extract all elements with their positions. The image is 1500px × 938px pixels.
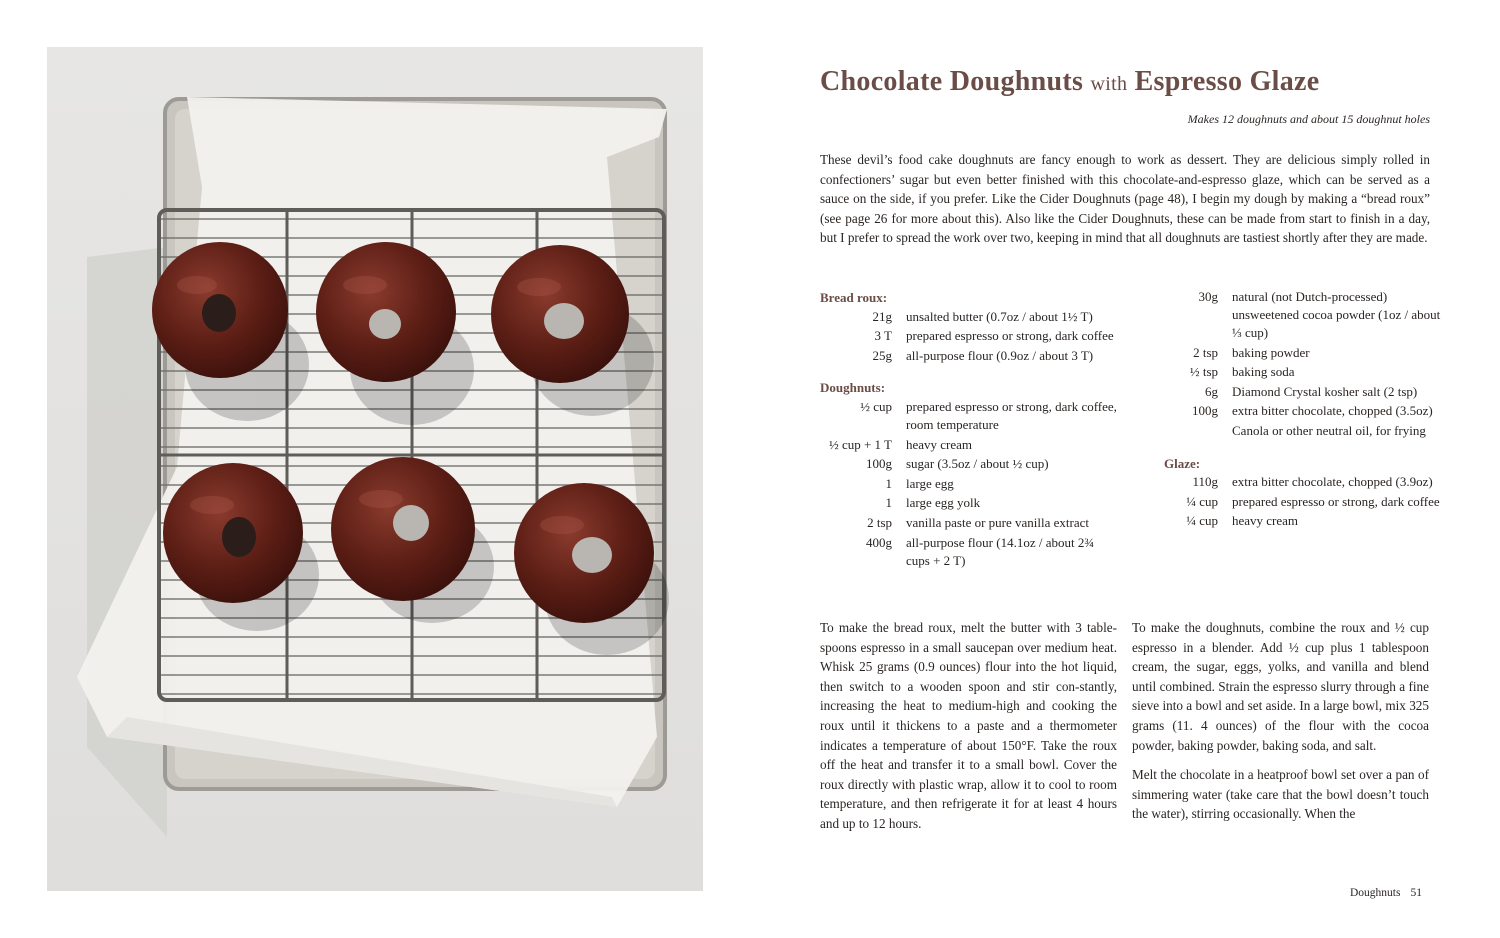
ingredient-desc: prepared espresso or strong, dark coffee, room temperature (906, 398, 1117, 432)
doughnut (514, 483, 654, 623)
ingredient-desc: prepared espresso or strong, dark coffee (1232, 493, 1440, 509)
ingredient-desc: large egg (906, 475, 954, 491)
ingredient-qty (1132, 422, 1218, 440)
doughnut (316, 242, 456, 382)
method-paragraph: Melt the chocolate in a heatproof bowl set over a pan of simmering water (take care that the bowl doesn’t touch the water), stirring occasionally. When the (1132, 767, 1429, 822)
doughnut (491, 245, 629, 383)
ingredient-row (1132, 288, 1441, 342)
ingredient-qty: 30g (1198, 289, 1218, 304)
ingredient-qty: 400g (866, 534, 892, 550)
recipe-title (820, 66, 1319, 98)
ingredient-desc: sugar (3.5oz / about ½ cup) (906, 456, 1049, 472)
ingredient-qty: 100g (866, 456, 892, 472)
section-label-glaze: Glaze: (1164, 455, 1201, 471)
ingredient-desc: all-purpose flour (14.1oz / about 2¾ cups + 2 T) (906, 534, 1095, 568)
ingredients-column-right (1132, 288, 1441, 532)
ingredient-desc: baking soda (1232, 364, 1295, 380)
ingredient-desc: heavy cream (906, 436, 973, 452)
ingredient-desc: baking powder (1232, 344, 1310, 360)
ingredient-row (820, 455, 1120, 473)
footer-section: Doughnuts (1350, 887, 1401, 899)
ingredients-column-left (820, 288, 1120, 571)
ingredient-row (1132, 383, 1432, 401)
method-paragraph: To make the doughnuts, combine the roux and ½ cup espresso in a blender. Add ½ cup plus 1 tablespoon cream, the sugar, eggs, yolks, and vanilla and blend until combined. Strain the espresso slurry through a fine sieve into a bowl and set aside. In a large bowl, mix 325 grams (11. 4 ounces) of the flour with the cocoa powder, baking powder, baking soda, and salt. (1132, 620, 1429, 753)
ingredient-row (820, 436, 1120, 454)
ingredient-desc: prepared espresso or strong, dark coffee (906, 328, 1114, 344)
ingredient-desc: extra bitter chocolate, chopped (3.5oz) (1232, 403, 1433, 419)
page-number: 51 (1410, 887, 1422, 899)
ingredient-qty: 110g (1192, 474, 1218, 490)
ingredient-desc: unsalted butter (0.7oz / about 1½ T) (906, 308, 1093, 324)
doughnuts-on-rack-illustration (47, 47, 703, 891)
ingredient-desc: heavy cream (1232, 513, 1299, 529)
ingredient-qty: 2 tsp (1193, 344, 1218, 360)
ingredient-desc: Canola or other neutral oil, for frying (1232, 422, 1426, 438)
ingredient-desc: extra bitter chocolate, chopped (3.9oz) (1232, 474, 1433, 490)
ingredient-row (1132, 402, 1432, 420)
doughnut (163, 463, 303, 603)
method-column-left (820, 618, 1117, 844)
method-column-right (1132, 618, 1429, 834)
ingredient-row (820, 308, 1120, 326)
ingredient-row (820, 514, 1120, 532)
ingredient-row (1132, 473, 1432, 491)
ingredient-qty: ¼ cup (1186, 513, 1218, 529)
ingredient-qty: ½ tsp (1189, 364, 1218, 380)
ingredient-desc: all-purpose flour (0.9oz / about 3 T) (906, 347, 1094, 363)
ingredient-qty: 100g (1192, 403, 1218, 419)
title-main: Chocolate Doughnuts (820, 66, 1084, 97)
title-connector: with (1090, 73, 1128, 95)
recipe-yield: Makes 12 doughnuts and about 15 doughnut holes (1187, 112, 1430, 126)
page-footer (1350, 887, 1432, 899)
doughnut (152, 242, 288, 378)
ingredient-qty: 25g (872, 347, 892, 363)
ingredient-row (820, 475, 1120, 493)
ingredient-desc: large egg yolk (906, 495, 981, 511)
ingredient-row (820, 398, 1120, 434)
ingredient-desc: vanilla paste or pure vanilla extract (906, 514, 1090, 530)
ingredient-desc: Diamond Crystal kosher salt (2 tsp) (1232, 383, 1418, 399)
ingredient-qty: 6g (1205, 383, 1218, 399)
ingredient-qty: 21g (872, 308, 892, 324)
ingredient-row (1132, 422, 1432, 440)
ingredient-row (820, 327, 1120, 345)
ingredient-qty: 2 tsp (867, 514, 892, 530)
method-paragraph: To make the bread roux, melt the butter with 3 table-spoons espresso in a small saucepan over medium heat. Whisk 25 grams (0.9 ounces) flour into the hot liquid, then switch to a wooden spoon and stir con-stantly, increasing the heat to medium-high and cooking the roux until it thickens to a paste and a thermometer indicates a temperature of about 150°F. Take the roux off the heat and transfer it to a small bowl. Cover the roux directly with plastic wrap, allow it to cool to room temperature, and then refrigerate it for at least 4 hours and up to 12 hours. (820, 620, 1117, 831)
ingredient-row (820, 494, 1120, 512)
ingredient-qty: 1 (885, 475, 892, 491)
ingredient-row (1132, 344, 1432, 362)
recipe-photo (47, 47, 703, 891)
ingredient-row (1132, 493, 1440, 511)
ingredient-row (820, 534, 1120, 570)
ingredient-qty: 1 (885, 495, 892, 511)
ingredient-qty: ¼ cup (1186, 493, 1218, 509)
ingredient-desc: natural (not Dutch-processed) unsweetened cocoa powder (1oz / about ⅓ cup) (1232, 289, 1441, 340)
ingredient-qty: ½ cup (860, 398, 892, 414)
ingredient-qty: ½ cup + 1 T (828, 436, 892, 452)
recipe-page (820, 60, 1441, 910)
title-rest: Espresso Glaze (1134, 66, 1320, 97)
doughnut (331, 457, 475, 601)
ingredient-qty: 3 T (874, 328, 892, 344)
recipe-intro: These devil’s food cake doughnuts are fancy enough to work as dessert. They are delicious simply rolled in confectioners’ sugar but even better finished with this chocolate-and-espresso glaze, which can be served as a sauce on the side, if you prefer. Like the Cider Doughnuts (page 48), I begin my dough by making a “bread roux” (see page 26 for more about this). Also like the Cider Doughnuts, these can be made from start to finish in a day, but I prefer to spread the work over two, keeping in mind that all doughnuts are tastiest shortly after they are made. (820, 152, 1430, 246)
ingredient-row (1132, 512, 1432, 530)
section-label-doughnuts: Doughnuts: (820, 380, 886, 396)
section-label-bread-roux: Bread roux: (820, 290, 888, 305)
ingredient-row (1132, 363, 1432, 381)
ingredient-row (820, 347, 1120, 365)
